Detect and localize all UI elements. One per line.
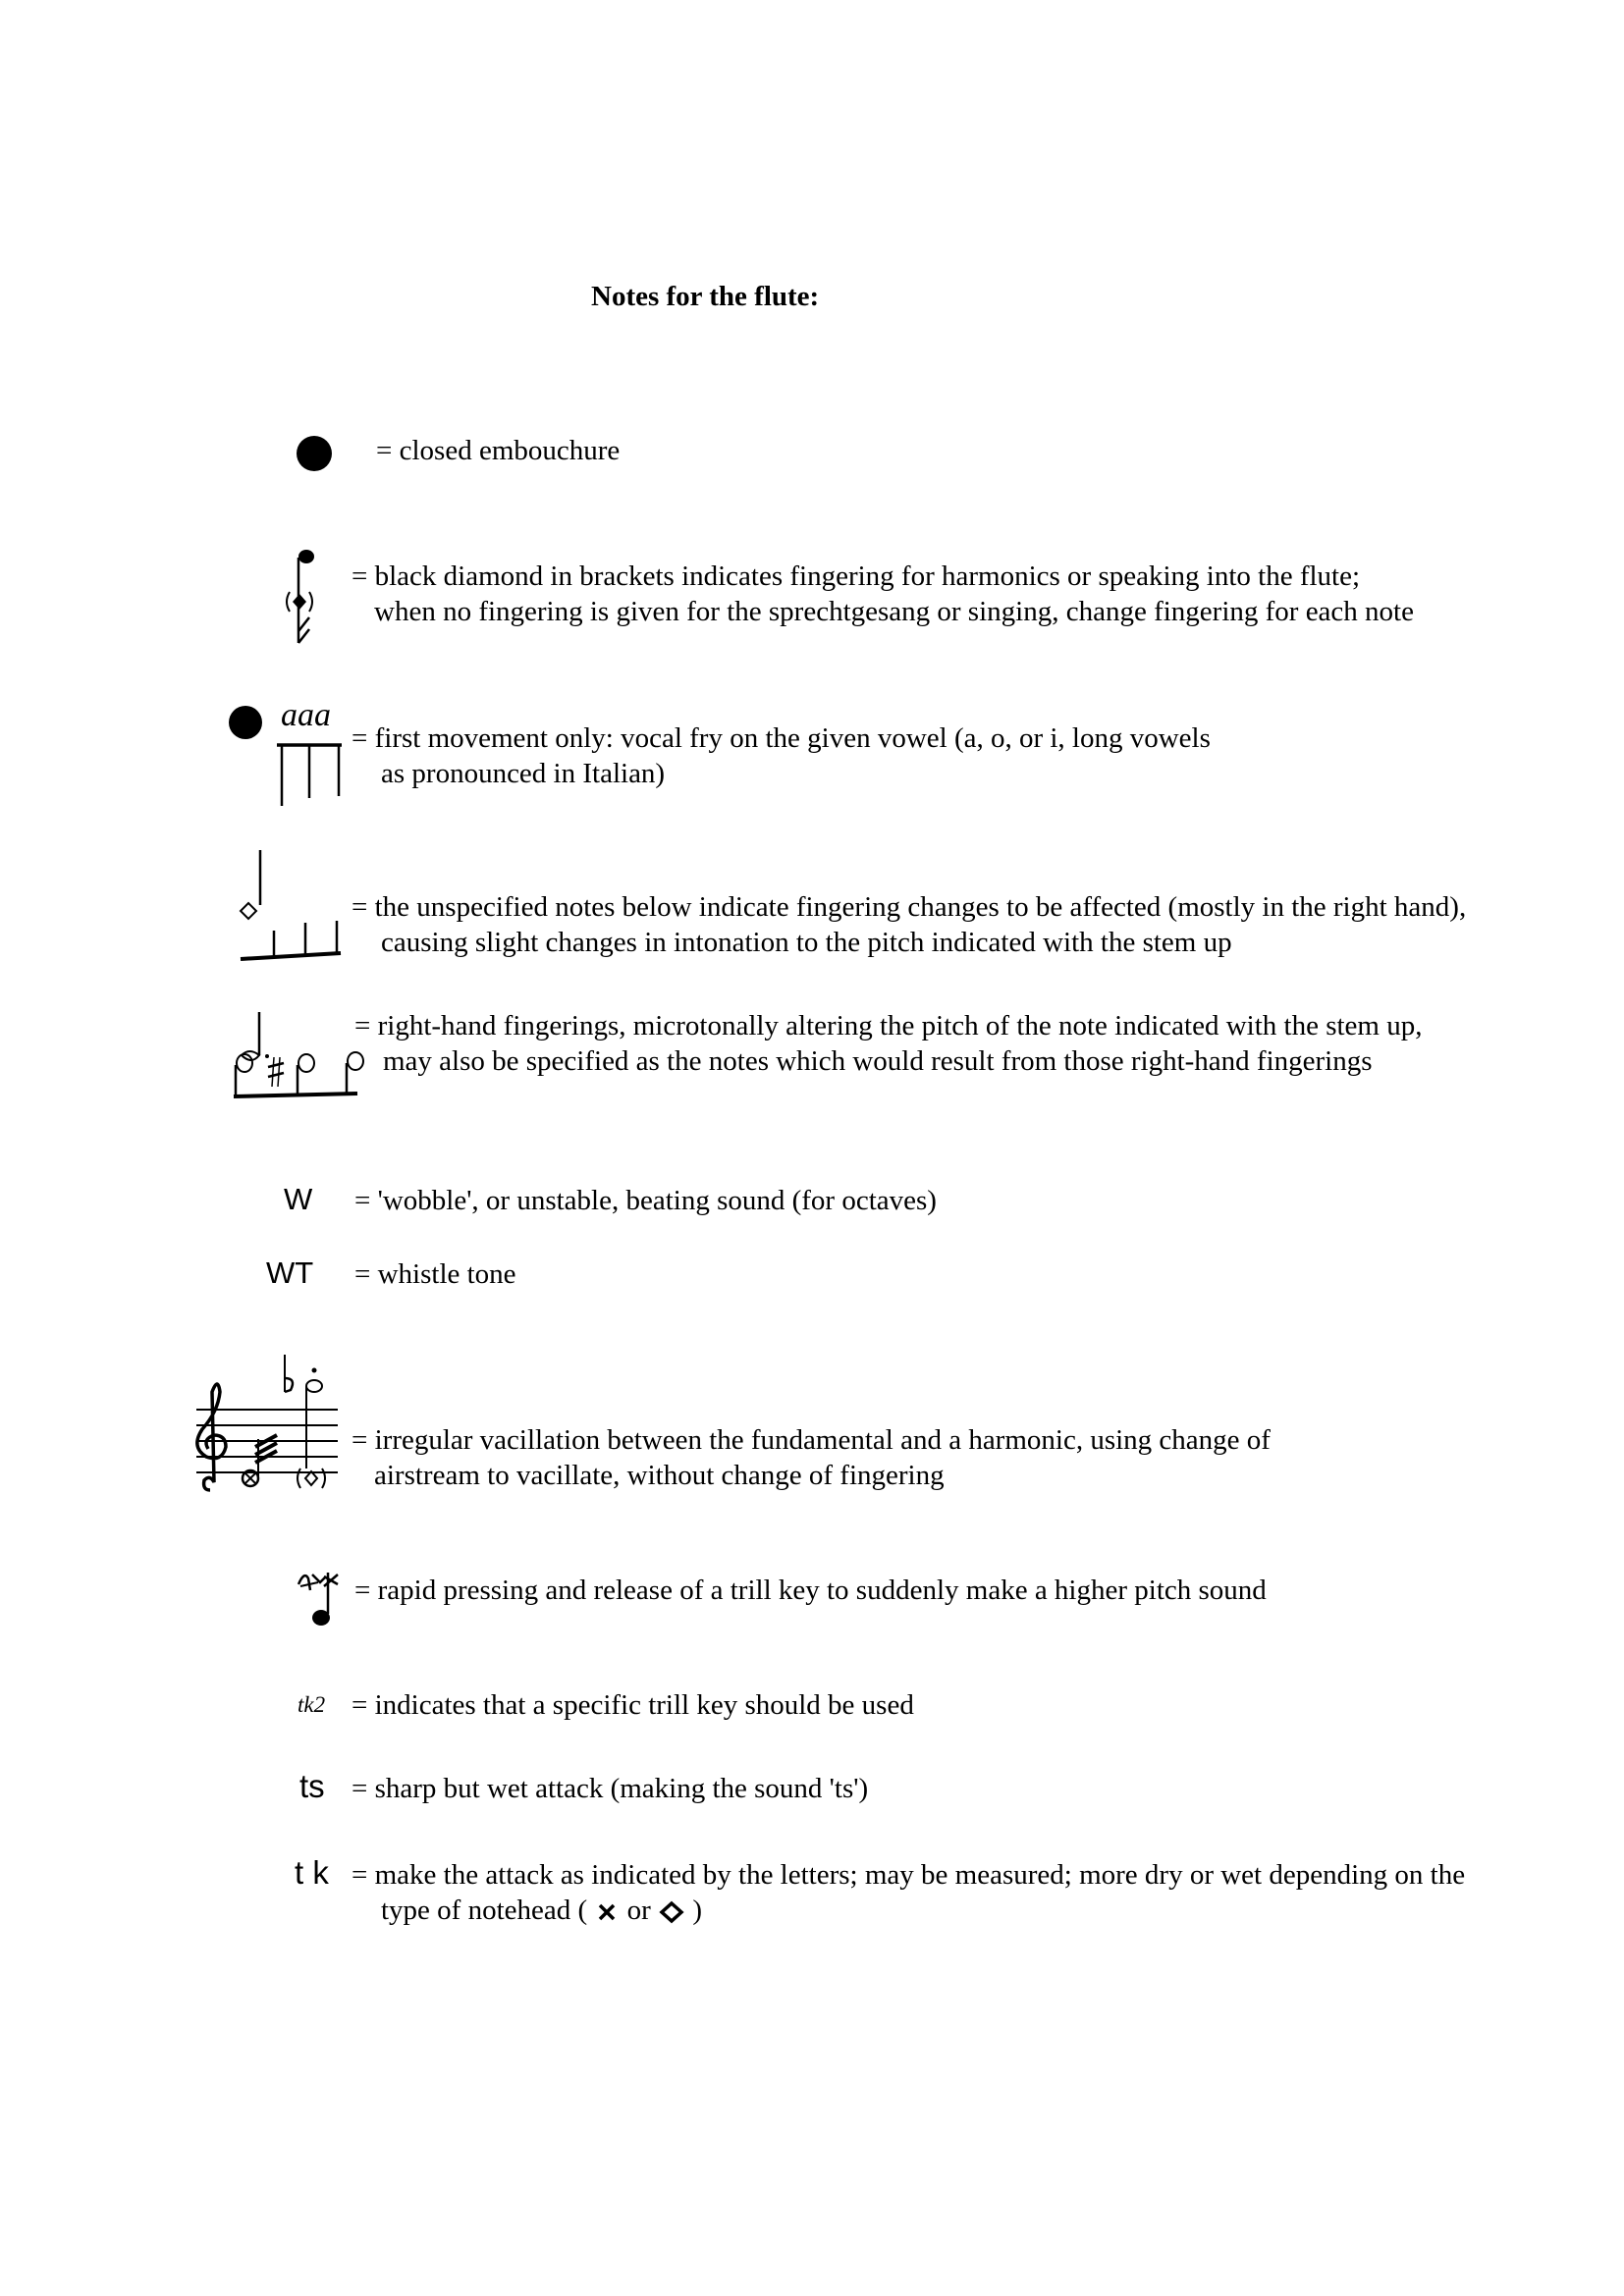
wobble-text: = 'wobble', or unstable, beating sound (for octaves) [354,1185,937,1216]
diamond-in-brackets-icon [280,545,329,653]
trill-key-text: = rapid pressing and release of a trill key to suddenly make a higher pitch sound [354,1575,1267,1606]
diamond-brackets-text-1: = black diamond in brackets indicates fingering for harmonics or speaking into the flute; [352,561,1361,592]
tk-attack-text-2 [381,1893,702,1928]
tk-attack-text-2-start: type of notehead ( [381,1895,588,1926]
filled-circle-icon [293,432,336,475]
tk-symbol: t k [295,1854,329,1891]
trill-key-note-icon [295,1569,353,1629]
vacillation-text-1: = irregular vacillation between the fundamental and a harmonic, using change of [352,1424,1271,1456]
tk-attack-text-1: = make the attack as indicated by the letters; may be measured; more dry or wet depending on the [352,1859,1466,1891]
x-notehead-icon [594,1900,620,1924]
diamond-brackets-text-2: when no fingering is given for the sprechtgesang or singing, change fingering for each note [374,596,1414,627]
wobble-symbol: W [284,1182,313,1216]
fingering-change-notes-icon [231,844,349,967]
right-hand-text-1: = right-hand fingerings, microtonally altering the pitch of the note indicated with the stem up, [354,1010,1423,1041]
ts-attack-text: = sharp but wet attack (making the sound 'ts') [352,1773,869,1804]
close-paren-text: ) [692,1895,703,1926]
page-title: Notes for the flute: [591,281,820,312]
vocal-fry-text-2: as pronounced in Italian) [381,758,666,789]
vocal-fry-text-1: = first movement only: vocal fry on the given vowel (a, o, or i, long vowels [352,722,1211,754]
fingering-change-text-1: = the unspecified notes below indicate fingering changes to be affected (mostly in the right hand), [352,891,1467,923]
or-text: or [626,1895,651,1926]
right-hand-fingerings-icon [228,1006,365,1104]
specific-trill-key-text: = indicates that a specific trill key should be used [352,1689,914,1721]
ts-symbol: ts [299,1768,325,1804]
right-hand-text-2: may also be specified as the notes which would result from those right-hand fingerings [383,1045,1373,1077]
whistle-tone-symbol: WT [266,1255,314,1290]
closed-embouchure-text: = closed embouchure [376,435,621,466]
vacillation-text-2: airstream to vacillate, without change of fingering [374,1460,945,1491]
vocal-fry-stems-icon [275,741,346,810]
whistle-tone-text: = whistle tone [354,1258,516,1290]
fingering-change-text-2: causing slight changes in intonation to the pitch indicated with the stem up [381,927,1232,958]
trill-key-symbol: tk2 [298,1692,326,1717]
diamond-notehead-icon [658,1899,685,1925]
vocal-fry-circle-icon [226,703,265,742]
vowel-label: aaa [281,697,331,733]
staff-vacillation-icon [189,1353,346,1500]
